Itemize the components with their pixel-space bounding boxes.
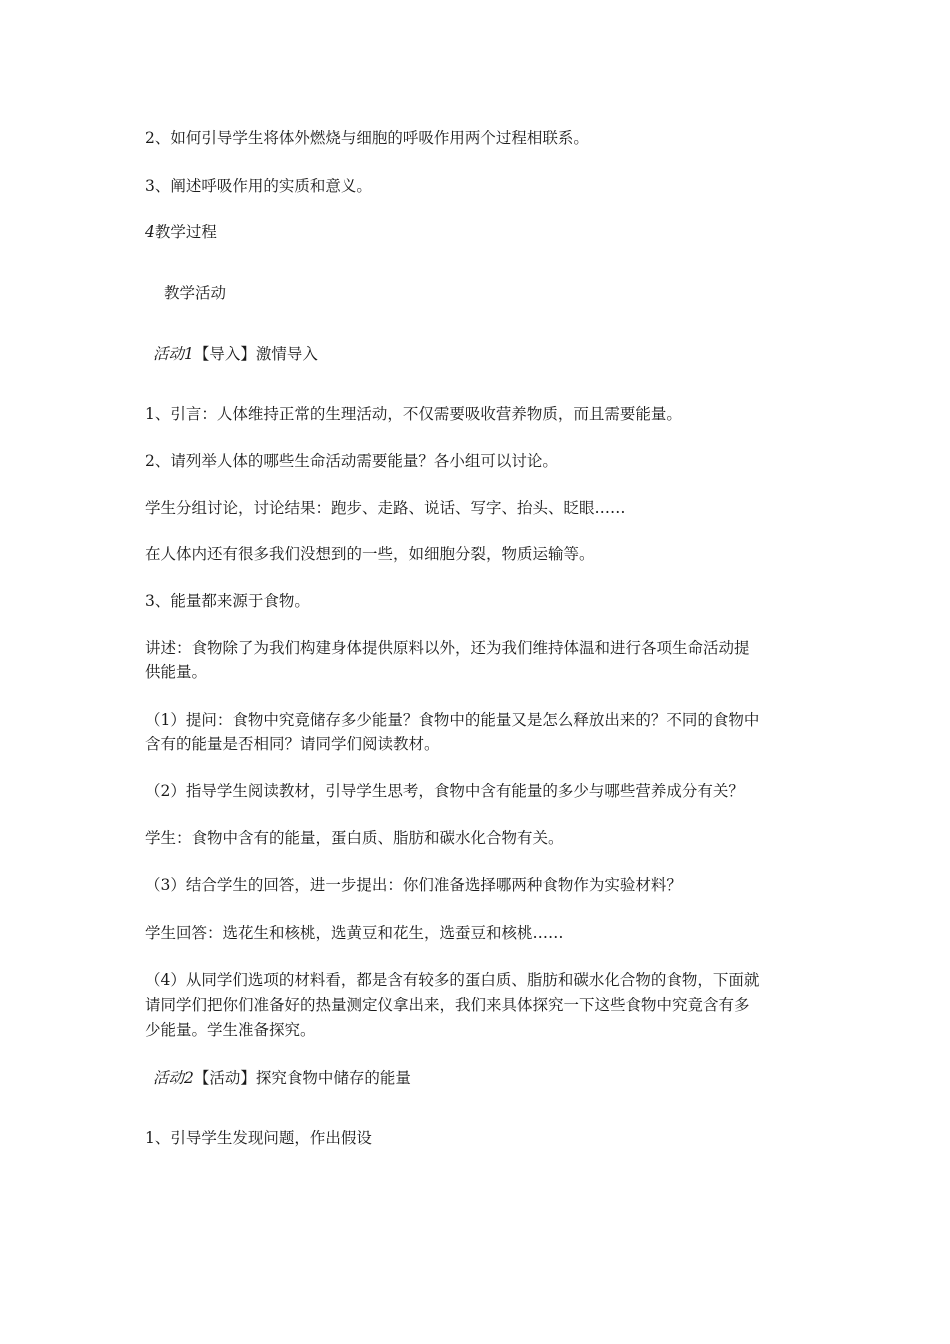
activity-title: 【活动】探究食物中储存的能量	[193, 1069, 411, 1087]
paragraph: 3、阐述呼吸作用的实质和意义。	[145, 177, 372, 195]
paragraph: 3、能量都来源于食物。	[145, 592, 310, 610]
activity-label: 活动1	[153, 345, 194, 363]
paragraph: 学生回答：选花生和核桃，选黄豆和花生，选蚕豆和核桃……	[145, 924, 564, 942]
paragraph: 学生分组讨论，讨论结果：跑步、走路、说话、写字、抬头、眨眼……	[145, 499, 626, 517]
paragraph-line: 少能量。学生准备探究。	[145, 1021, 316, 1039]
paragraph-line: （1）提问：食物中究竟储存多少能量？食物中的能量又是怎么释放出来的？不同的食物中	[145, 711, 760, 729]
paragraph: 2、请列举人体的哪些生命活动需要能量？各小组可以讨论。	[145, 452, 558, 470]
paragraph-line: 供能量。	[145, 663, 208, 681]
section-title: 教学过程	[154, 223, 217, 241]
paragraph: 1、引言：人体维持正常的生理活动，不仅需要吸收营养物质，而且需要能量。	[145, 405, 682, 423]
paragraph: 在人体内还有很多我们没想到的一些，如细胞分裂，物质运输等。	[145, 545, 595, 563]
paragraph: （3）结合学生的回答，进一步提出：你们准备选择哪两种食物作为实验材料？	[145, 876, 682, 894]
paragraph-line: 含有的能量是否相同？请同学们阅读教材。	[145, 735, 440, 753]
paragraph: 2、如何引导学生将体外燃烧与细胞的呼吸作用两个过程相联系。	[145, 129, 589, 147]
activity-heading	[153, 342, 318, 366]
paragraph: （2）指导学生阅读教材，引导学生思考，食物中含有能量的多少与哪些营养成分有关？	[145, 782, 744, 800]
activity-title: 【导入】激情导入	[193, 345, 318, 363]
activities-heading: 教学活动	[164, 284, 227, 302]
activity-heading	[153, 1066, 411, 1090]
section-number: 4	[145, 223, 155, 241]
paragraph-line: 讲述：食物除了为我们构建身体提供原料以外，还为我们维持体温和进行各项生命活动提	[145, 639, 750, 657]
paragraph: 学生：食物中含有的能量，蛋白质、脂肪和碳水化合物有关。	[145, 829, 564, 847]
paragraph-line: 请同学们把你们准备好的热量测定仪拿出来，我们来具体探究一下这些食物中究竟含有多	[145, 996, 750, 1014]
paragraph: 1、引导学生发现问题，作出假设	[145, 1129, 372, 1147]
activity-label: 活动2	[153, 1069, 194, 1087]
section-heading	[145, 220, 217, 244]
paragraph-line: （4）从同学们选项的材料看，都是含有较多的蛋白质、脂肪和碳水化合物的食物，下面就	[145, 971, 760, 989]
